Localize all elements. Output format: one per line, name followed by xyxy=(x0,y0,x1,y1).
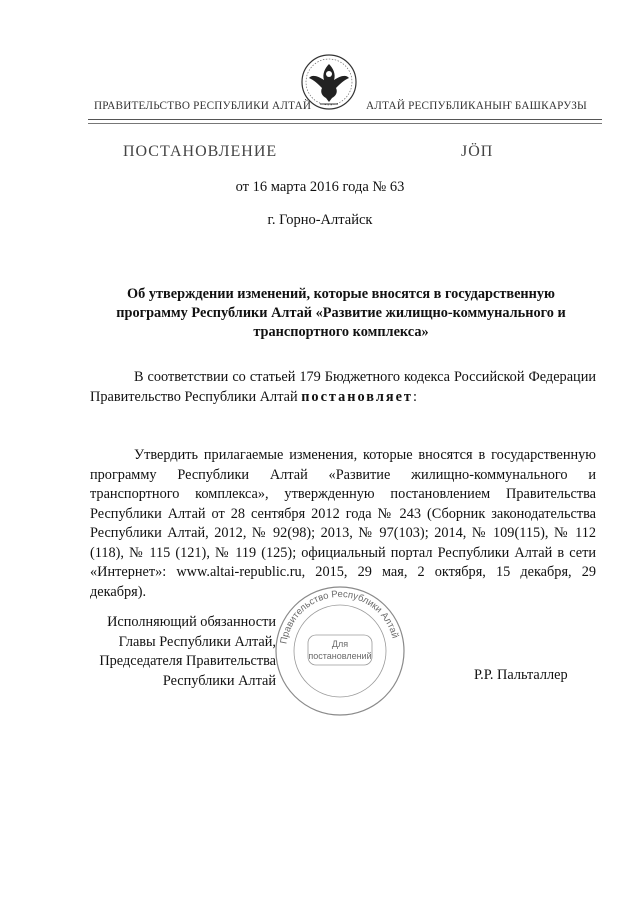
signature-line-4: Республики Алтай xyxy=(162,672,276,689)
signature-line-3: Председателя Правительства xyxy=(99,653,276,669)
city-line: г. Горно-Алтайск xyxy=(267,212,373,228)
header-org-alt: АЛТАЙ РЕСПУБЛИКАНЫҤ БАШКАРУЗЫ xyxy=(366,100,587,112)
paragraph-basis-colon: : xyxy=(412,388,417,405)
paragraph-basis-text: В соответствии со статьей 179 Бюджетного кодекса Российской Федерации Правительство Республики Алтай xyxy=(90,369,596,405)
date-line: от 16 марта 2016 года № 63 xyxy=(235,179,405,195)
header-org-ru: ПРАВИТЕЛЬСТВО РЕСПУБЛИКИ АЛТАЙ xyxy=(94,100,312,112)
stamp-center-line1: Для xyxy=(331,639,349,649)
paragraph-basis xyxy=(90,368,596,407)
doc-type-alt: JӦП xyxy=(461,143,494,160)
stamp-ring-text: Правительство Республики Алтай xyxy=(278,588,401,645)
doc-type-ru: ПОСТАНОВЛЕНИЕ xyxy=(123,143,278,160)
decree-keyword: постановляет xyxy=(301,388,413,405)
signature-position xyxy=(90,613,276,691)
signature-line-1: Исполняющий обязанности xyxy=(107,614,276,630)
official-stamp xyxy=(272,583,408,719)
header-rule xyxy=(88,119,602,120)
signatory-name: Р.Р. Пальталлер xyxy=(474,667,568,683)
paragraph-approve: Утвердить прилагаемые изменения, которые вносятся в государственную программу Республики Алтай «Развитие жилищно-коммунального и транспортного комплекса», утвержденную постановлением Правительства Республики Алтай от 28 сентября 2012 года № 243 (Сборник законодательства Республики Алтай, 2012, № 92(98); 2013, № 97(103); 2014, № 109(115), № 112 (118), № 115 (121), № 119 (125); официальный портал Республики Алтай в сети «Интернет»: www.altai-republic.ru, 2015, 29 мая, 2 октября, 15 декабря, 29 декабря). xyxy=(90,447,596,600)
stamp-center-line2: постановлений xyxy=(308,651,372,661)
header-rule-thin xyxy=(88,123,602,124)
document-title: Об утверждении изменений, которые вносятся в государственную программу Республики Алтай «Развитие жилищно-коммунального и транспортного комплекса» xyxy=(116,286,566,340)
signature-line-2: Главы Республики Алтай, xyxy=(118,633,276,650)
